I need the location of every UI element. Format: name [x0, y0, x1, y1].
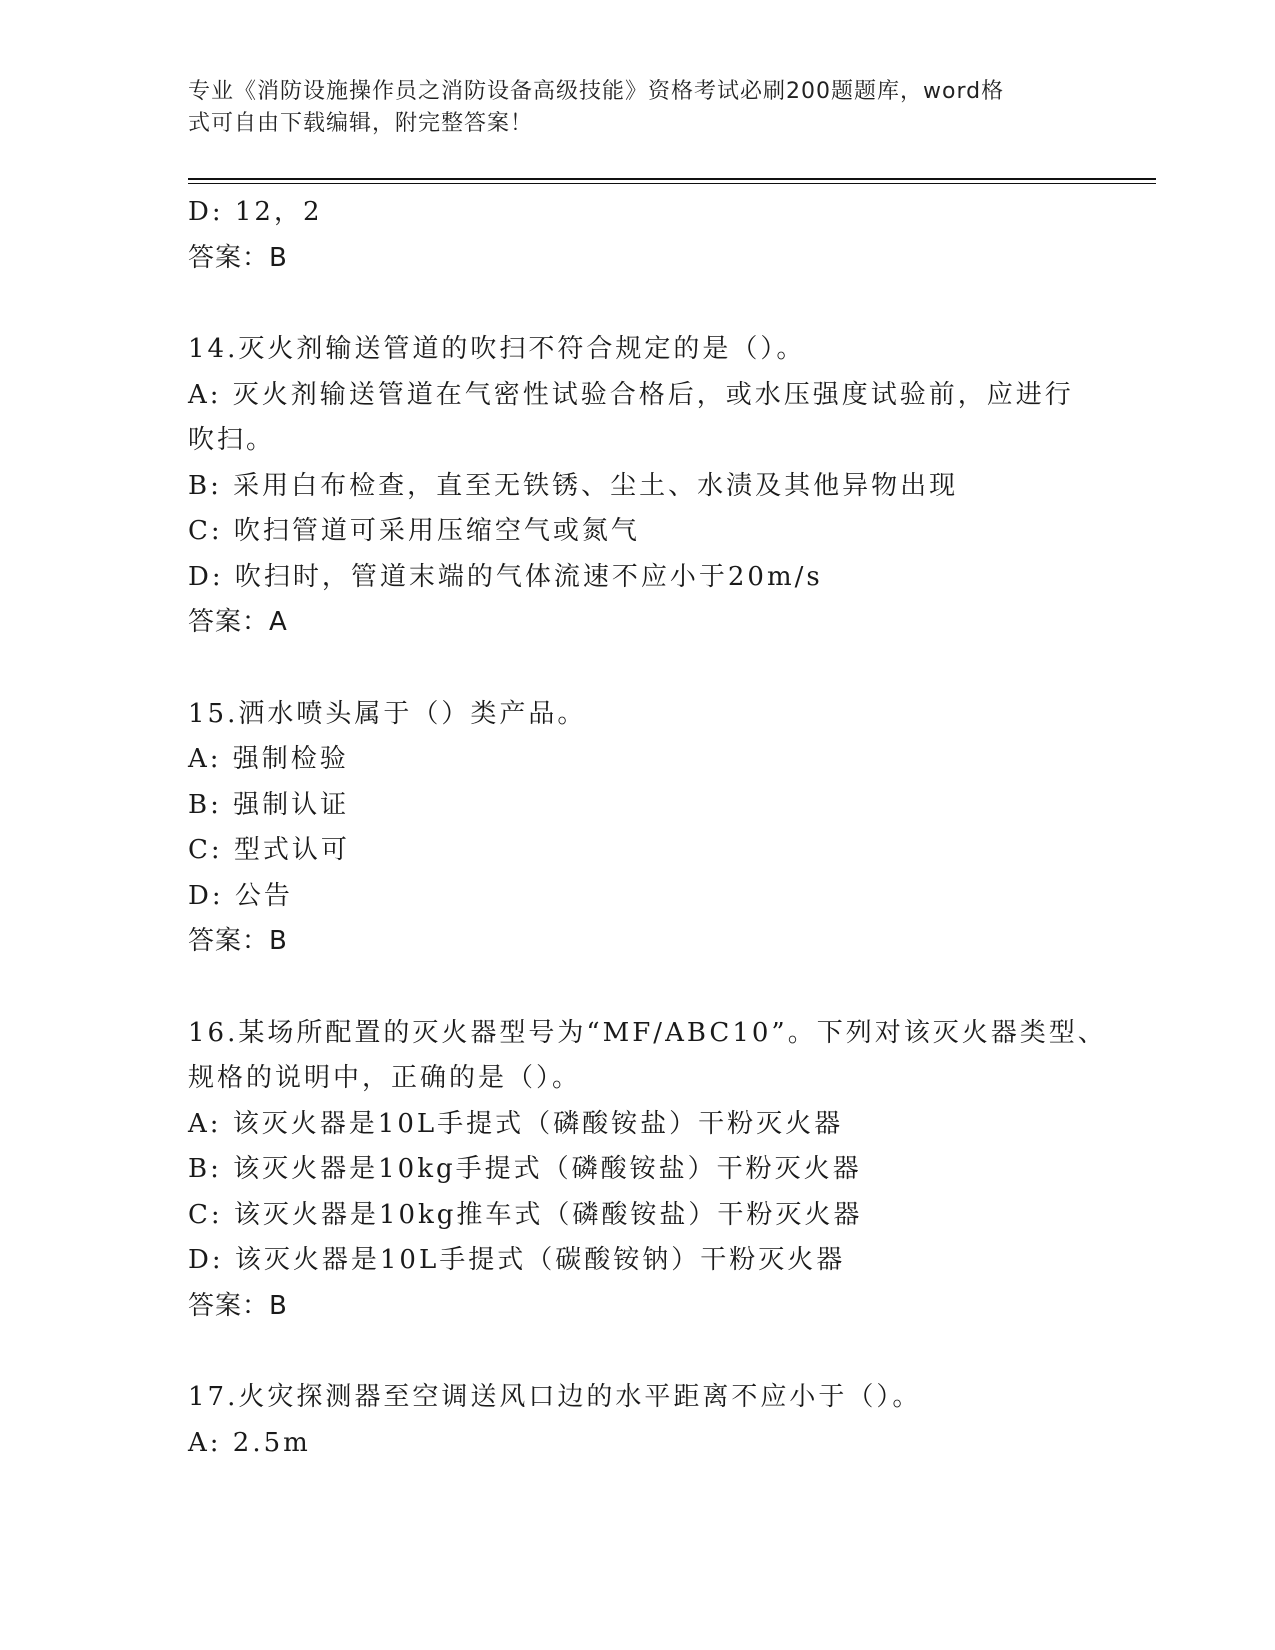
question-16	[188, 1011, 1107, 1330]
header-rule-thick	[188, 178, 1156, 180]
question-14	[188, 327, 1088, 646]
option-c: C: 吹扫管道可采用压缩空气或氮气	[188, 516, 640, 546]
option-a: A: 灭火剂输送管道在气密性试验合格后，或水压强度试验前，应进行	[188, 379, 1074, 410]
option-d: D: 该灭火器是10L手提式（碳酸铵钠）干粉灭火器	[188, 1245, 846, 1275]
question-stem: 14.灭火剂输送管道的吹扫不符合规定的是（）。	[188, 334, 806, 364]
option-a: A: 强制检验	[188, 744, 349, 774]
option-d: D: 公告	[188, 880, 293, 911]
option-c: C: 型式认可	[188, 835, 350, 865]
option-d: D: 吹扫时，管道末端的气体流速不应小于20m/s	[188, 561, 823, 592]
spacer	[188, 1329, 1088, 1375]
spacer	[188, 281, 1088, 327]
question-13-tail	[188, 190, 1088, 281]
option-d: D: 12，2	[188, 197, 323, 227]
question-stem: 17.火灾探测器至空调送风口边的水平距离不应小于（）。	[188, 1382, 922, 1412]
option-b: B: 强制认证	[188, 789, 350, 820]
answer: 答案：B	[188, 926, 288, 956]
question-15	[188, 692, 1088, 965]
document-header	[188, 76, 1068, 140]
header-rule-thin	[188, 183, 1156, 184]
spacer	[188, 965, 1088, 1011]
question-stem: 16.某场所配置的灭火器型号为“MF/ABC10”。下列对该灭火器类型、	[188, 1017, 1107, 1048]
answer: 答案：A	[188, 607, 288, 637]
question-content	[188, 190, 1107, 1466]
question-stem: 15.洒水喷头属于（）类产品。	[188, 698, 587, 729]
option-c: C: 该灭火器是10kg推车式（磷酸铵盐）干粉灭火器	[188, 1199, 863, 1230]
answer: 答案：B	[188, 1290, 288, 1321]
question-stem-continued: 规格的说明中，正确的是（）。	[188, 1063, 582, 1093]
header-line-1: 专业《消防设施操作员之消防设备高级技能》资格考试必刷200题题库，word格	[188, 79, 1005, 104]
option-b: B: 采用白布检查，直至无铁锈、尘土、水渍及其他异物出现	[188, 470, 959, 501]
option-a-continued: 吹扫。	[188, 425, 276, 455]
option-a: A: 该灭火器是10L手提式（磷酸铵盐）干粉灭火器	[188, 1108, 844, 1139]
question-17	[188, 1375, 1088, 1466]
answer: 答案：B	[188, 242, 288, 273]
option-b: B: 该灭火器是10kg手提式（磷酸铵盐）干粉灭火器	[188, 1154, 862, 1184]
spacer	[188, 646, 1088, 692]
header-line-2: 式可自由下载编辑，附完整答案！	[188, 111, 534, 136]
option-a: A: 2.5m	[188, 1427, 311, 1458]
